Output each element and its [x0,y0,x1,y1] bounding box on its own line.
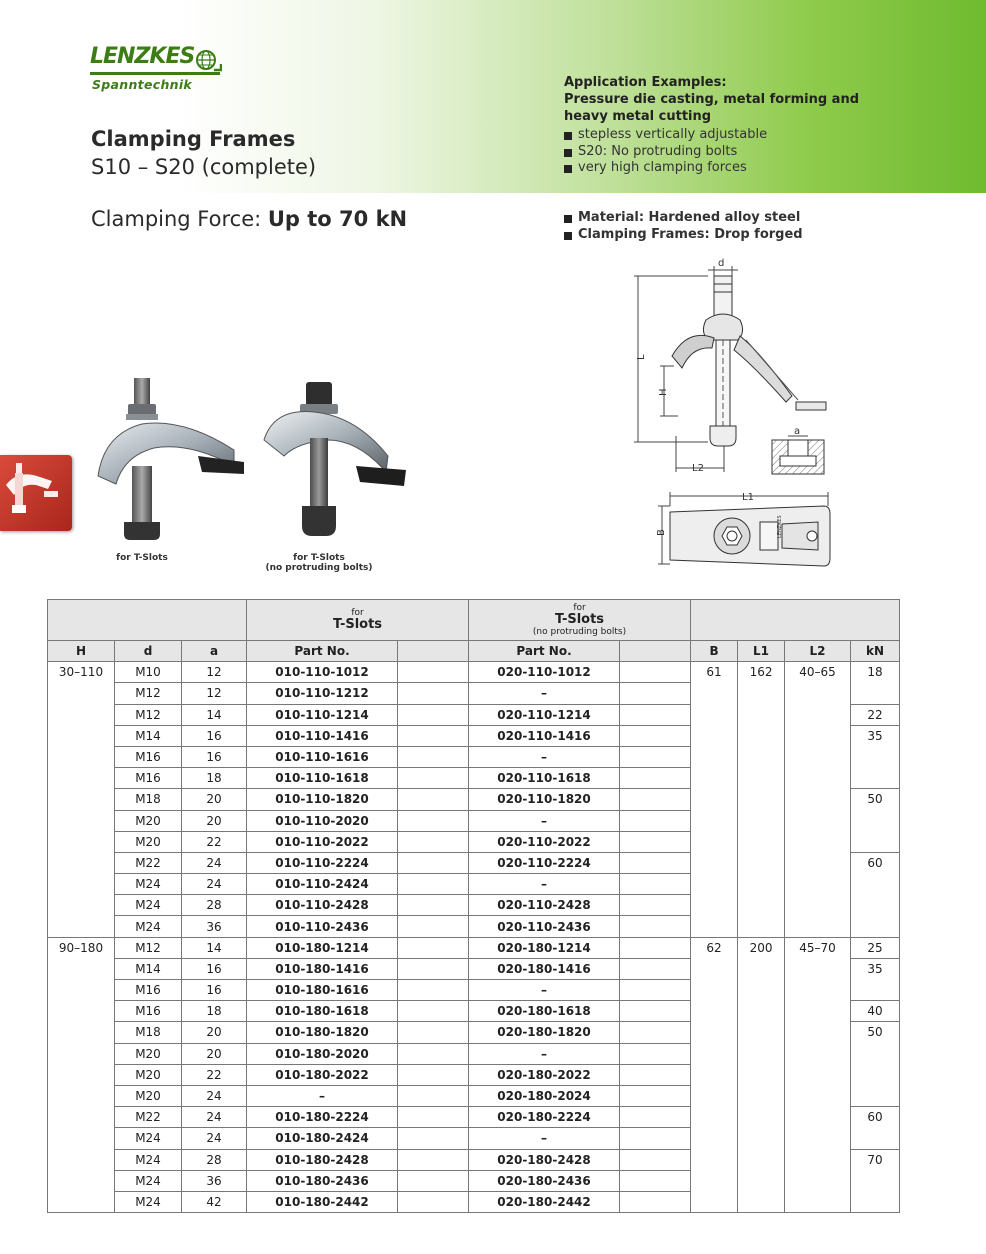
cell-a: 20 [182,789,247,810]
blank-header [48,600,247,641]
table-column-header [48,641,900,662]
cell-d: M16 [115,980,182,1001]
table-body [48,662,900,1213]
globe-icon [194,48,222,72]
cell-part2-spacer [620,768,691,789]
cell-part2-spacer [620,1043,691,1064]
dim-L-label: L [636,354,647,360]
cell-part1: 010-180-2224 [247,1107,398,1128]
cell-d: M16 [115,768,182,789]
table-row [48,937,900,958]
cell-kN: 35 [851,725,900,789]
page-title: Clamping Frames [91,127,296,151]
cell-part1-spacer [398,1043,469,1064]
cell-part2-spacer [620,1085,691,1106]
cell-part2: – [469,683,620,704]
cell-part1-spacer [398,1128,469,1149]
cell-part2-spacer [620,937,691,958]
top-view-drawing [650,488,840,576]
cell-L2: 45–70 [785,937,851,1212]
cell-d: M16 [115,746,182,767]
lenzkes-logo [90,44,224,96]
cell-part2: 020-180-1820 [469,1022,620,1043]
page-subtitle: S10 – S20 (complete) [91,155,317,179]
cell-a: 42 [182,1191,247,1212]
cell-part1-spacer [398,789,469,810]
logo-subtitle: Spanntechnik [92,77,193,92]
cell-part2-spacer [620,1064,691,1085]
cell-a: 14 [182,704,247,725]
cell-kN: 60 [851,852,900,937]
group2-big: T-Slots [554,612,605,627]
col-part1-spacer [398,641,469,662]
cell-part2: – [469,874,620,895]
cell-d: M22 [115,852,182,873]
cell-part1: 010-110-2428 [247,895,398,916]
application-title-1: Application Examples: [564,75,727,90]
col-d: d [115,641,182,662]
cell-a: 12 [182,662,247,683]
clamping-frame-flush-photo [258,376,418,556]
clamp-pictogram-icon [0,455,72,531]
cell-part2: 020-180-2224 [469,1107,620,1128]
col-part2-spacer [620,641,691,662]
cell-kN: 40 [851,1001,900,1022]
cell-part2-spacer [620,874,691,895]
cell-L1: 200 [738,937,785,1212]
cell-kN: 25 [851,937,900,958]
cell-d: M14 [115,958,182,979]
cell-part2: – [469,1043,620,1064]
cell-a: 16 [182,746,247,767]
cell-a: 14 [182,937,247,958]
material-item: Clamping Frames: Drop forged [564,227,894,244]
cell-part1-spacer [398,704,469,725]
cell-part2: 020-110-1416 [469,725,620,746]
cell-part1-spacer [398,1191,469,1212]
cell-part2: 020-180-2428 [469,1149,620,1170]
cell-d: M12 [115,704,182,725]
cell-part2-spacer [620,958,691,979]
col-kN: kN [851,641,900,662]
application-examples [564,74,894,177]
cell-part1-spacer [398,980,469,1001]
cell-kN: 70 [851,1149,900,1213]
cell-part1-spacer [398,662,469,683]
dim-B-label: B [656,529,667,536]
cell-L1: 162 [738,662,785,937]
cell-d: M20 [115,1085,182,1106]
cell-part1: 010-180-2022 [247,1064,398,1085]
col-part1: Part No. [247,641,398,662]
cell-a: 20 [182,1022,247,1043]
dim-L2-label: L2 [692,463,704,474]
cell-d: M20 [115,831,182,852]
cell-part1-spacer [398,1001,469,1022]
cell-part2: 020-180-1214 [469,937,620,958]
cell-part1: 010-110-1212 [247,683,398,704]
feature-list [564,127,894,177]
material-info [564,208,894,243]
cell-part2: 020-110-2428 [469,895,620,916]
cell-part2-spacer [620,1001,691,1022]
cell-part2: – [469,746,620,767]
group1-small: for [351,608,364,618]
cell-d: M24 [115,1149,182,1170]
cell-a: 18 [182,1001,247,1022]
clamping-force [91,206,407,232]
cell-H: 90–180 [48,937,115,1212]
cell-part1: 010-110-1214 [247,704,398,725]
col-B: B [691,641,738,662]
group1-big: T-Slots [332,617,383,632]
cell-part2: 020-180-1618 [469,1001,620,1022]
cell-a: 24 [182,874,247,895]
cell-d: M24 [115,895,182,916]
cell-part1-spacer [398,725,469,746]
cell-d: M20 [115,1064,182,1085]
cell-B: 62 [691,937,738,1212]
cell-part2-spacer [620,1128,691,1149]
cell-part2: – [469,1128,620,1149]
cell-part1-spacer [398,937,469,958]
cell-part1: 010-180-1616 [247,980,398,1001]
cell-a: 24 [182,1085,247,1106]
logo-wordmark: LENZKES [90,44,195,69]
cell-a: 12 [182,683,247,704]
cell-part1-spacer [398,768,469,789]
cell-d: M24 [115,916,182,937]
cell-part2: 020-180-2442 [469,1191,620,1212]
blank-header-right [691,600,900,641]
cell-a: 24 [182,852,247,873]
cell-a: 16 [182,725,247,746]
cell-part2: 020-110-2436 [469,916,620,937]
cell-part1-spacer [398,1149,469,1170]
cell-part2-spacer [620,662,691,683]
cell-kN: 50 [851,1022,900,1107]
force-value: Up to 70 kN [267,207,408,231]
cell-a: 16 [182,958,247,979]
cell-d: M18 [115,789,182,810]
col-a: a [182,641,247,662]
cell-part1: 010-180-1416 [247,958,398,979]
photo2-caption-line1: for T-Slots [293,553,345,563]
cell-kN: 60 [851,1107,900,1149]
col-part2: Part No. [469,641,620,662]
col-L2: L2 [785,641,851,662]
cell-part2: 020-110-2224 [469,852,620,873]
cell-part1: 010-110-1820 [247,789,398,810]
cell-a: 28 [182,895,247,916]
tslot-flush-group-header [469,600,691,641]
cell-part2-spacer [620,725,691,746]
cell-d: M10 [115,662,182,683]
cell-part1-spacer [398,874,469,895]
feature-item: S20: No protruding bolts [564,144,894,161]
cell-d: M14 [115,725,182,746]
cell-part2: 020-110-2022 [469,831,620,852]
cell-part2-spacer [620,704,691,725]
cell-part1-spacer [398,1170,469,1191]
cell-part2: – [469,980,620,1001]
cell-part1: 010-180-2442 [247,1191,398,1212]
cell-part1-spacer [398,810,469,831]
top-view-engrave: LENZKES [777,515,783,538]
cell-part2-spacer [620,1149,691,1170]
dim-L1-label: L1 [742,492,754,503]
cell-part1: 010-180-2020 [247,1043,398,1064]
cell-d: M24 [115,1128,182,1149]
cell-B: 61 [691,662,738,937]
cell-d: M20 [115,1043,182,1064]
cell-part1: – [247,1085,398,1106]
cell-d: M24 [115,874,182,895]
cell-a: 16 [182,980,247,1001]
cell-part1: 010-110-1616 [247,746,398,767]
clamping-frame-photo [94,376,254,556]
photo2-caption [256,553,382,573]
side-view-drawing [628,256,838,478]
cell-part1-spacer [398,683,469,704]
photo2-caption-line2: (no protruding bolts) [265,563,373,573]
cell-part1: 010-180-1618 [247,1001,398,1022]
table-row [48,662,900,683]
cell-part1: 010-180-2424 [247,1128,398,1149]
cell-a: 24 [182,1128,247,1149]
cell-part2: 020-110-1214 [469,704,620,725]
logo-underline [90,72,220,75]
cell-part1: 010-110-2424 [247,874,398,895]
cell-part2-spacer [620,980,691,1001]
cell-part2-spacer [620,831,691,852]
cell-H: 30–110 [48,662,115,937]
application-title-3: heavy metal cutting [564,109,712,124]
cell-part1-spacer [398,958,469,979]
cell-part1-spacer [398,1064,469,1085]
cell-part1: 010-180-1820 [247,1022,398,1043]
cell-a: 28 [182,1149,247,1170]
cell-part2: 020-180-2022 [469,1064,620,1085]
cell-a: 18 [182,768,247,789]
cell-part2-spacer [620,746,691,767]
cell-kN: 18 [851,662,900,704]
cell-a: 36 [182,1170,247,1191]
cell-part1: 010-110-1012 [247,662,398,683]
cell-part1: 010-110-2436 [247,916,398,937]
cell-part2-spacer [620,1191,691,1212]
photo1-caption: for T-Slots [116,553,168,563]
specification-table [47,599,900,1213]
cell-part2-spacer [620,1107,691,1128]
cell-part2: 020-180-1416 [469,958,620,979]
group2-note: (no protruding bolts) [532,627,627,637]
dim-d-label: d [718,258,725,269]
cell-part2-spacer [620,683,691,704]
cell-part1: 010-110-2224 [247,852,398,873]
cell-a: 20 [182,1043,247,1064]
cell-part1-spacer [398,916,469,937]
cell-part1-spacer [398,1022,469,1043]
feature-item: stepless vertically adjustable [564,127,894,144]
cell-L2: 40–65 [785,662,851,937]
cell-part1: 010-110-2020 [247,810,398,831]
application-title-2: Pressure die casting, metal forming and [564,92,860,107]
cell-d: M12 [115,937,182,958]
cell-a: 22 [182,831,247,852]
tslot-group-header [247,600,469,641]
cell-part1-spacer [398,1085,469,1106]
cell-part2: 020-180-2024 [469,1085,620,1106]
cell-d: M12 [115,683,182,704]
cell-a: 24 [182,1107,247,1128]
cell-part2-spacer [620,1022,691,1043]
cell-part2-spacer [620,1170,691,1191]
cell-kN: 50 [851,789,900,853]
material-item: Material: Hardened alloy steel [564,210,894,227]
dim-a-label: a [794,426,801,437]
cell-part2-spacer [620,852,691,873]
cell-d: M18 [115,1022,182,1043]
cell-part1-spacer [398,746,469,767]
cell-part2: 020-180-2436 [469,1170,620,1191]
cell-part1-spacer [398,1107,469,1128]
cell-part1: 010-180-2436 [247,1170,398,1191]
cell-part1: 010-180-1214 [247,937,398,958]
cell-part2-spacer [620,789,691,810]
cell-kN: 35 [851,958,900,1000]
cell-part2: 020-110-1618 [469,768,620,789]
cell-a: 22 [182,1064,247,1085]
cell-d: M20 [115,810,182,831]
category-tab[interactable] [0,455,72,531]
cell-kN: 22 [851,704,900,725]
cell-part1-spacer [398,895,469,916]
dim-H-label: H [658,388,669,396]
cell-a: 20 [182,810,247,831]
cell-d: M16 [115,1001,182,1022]
cell-part2: – [469,810,620,831]
cell-part1-spacer [398,831,469,852]
material-list [564,210,894,243]
cell-part2: 020-110-1820 [469,789,620,810]
cell-d: M24 [115,1191,182,1212]
feature-item: very high clamping forces [564,160,894,177]
cell-part1: 010-110-1618 [247,768,398,789]
cell-part1: 010-110-1416 [247,725,398,746]
cell-part2-spacer [620,895,691,916]
force-label: Clamping Force: [91,207,268,231]
cell-a: 36 [182,916,247,937]
cell-part1: 010-180-2428 [247,1149,398,1170]
cell-part2-spacer [620,916,691,937]
cell-part1-spacer [398,852,469,873]
cell-d: M24 [115,1170,182,1191]
cell-part2-spacer [620,810,691,831]
group2-small: for [573,603,586,613]
cell-part2: 020-110-1012 [469,662,620,683]
col-L1: L1 [738,641,785,662]
cell-part1: 010-110-2022 [247,831,398,852]
col-H: H [48,641,115,662]
cell-d: M22 [115,1107,182,1128]
table-group-header [48,600,900,641]
